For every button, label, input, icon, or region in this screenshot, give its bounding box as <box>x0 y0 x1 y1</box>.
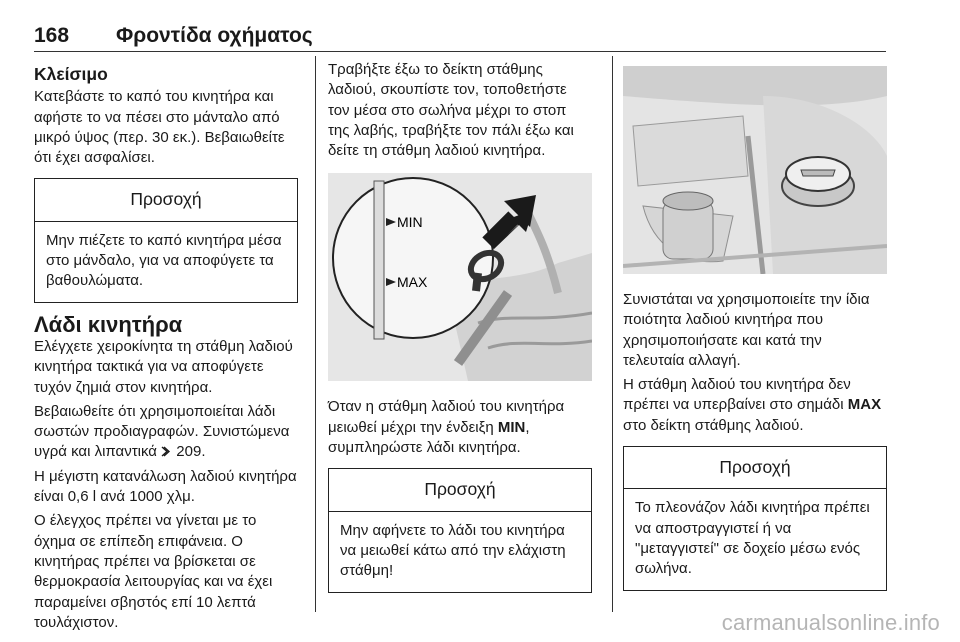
oil-paragraph-1: Ελέγχετε χειροκίνητα τη στάθμη λαδιού κινητήρα τακτικά για να αποφύγετε τυχόν ζημιά στον κινητήρα. <box>34 337 293 396</box>
caution-text: Το πλεονάζον λάδι κινητήρα πρέπει να αποστραγγιστεί ή να "μεταγγιστεί" σε δοχείο μέσω ενός σωλήνα. <box>635 499 870 578</box>
min-mark-label: MIN <box>397 214 423 231</box>
caution-text: Μην αφήνετε το λάδι του κινητήρα να μειωθεί κάτω από την ελάχιστη στάθμη! <box>340 521 566 580</box>
closing-heading: Κλείσιμο <box>34 64 108 84</box>
caution-title: Προσοχή <box>624 447 886 489</box>
oil-paragraph-2-text: Βεβαιωθείτε ότι χρησιμοποιείται λάδι σωστών προδιαγραφών. Συνιστώμενα υγρά και λιπαντικά <box>34 402 290 461</box>
column-divider-1 <box>315 56 316 612</box>
dipstick-illustration <box>328 173 592 381</box>
refill-instruction <box>328 397 592 458</box>
max-note-pre: Η στάθμη λαδιού του κινητήρα δεν πρέπει να υπερβαίνει στο σημάδι <box>623 376 851 414</box>
caution-box-3 <box>623 446 887 590</box>
refill-text-pre: Όταν η στάθμη λαδιού του κινητήρα μειωθεί μέχρι την ένδειξη <box>328 398 565 436</box>
oil-filler-cap-illustration <box>623 66 887 274</box>
dipstick-figure <box>328 173 592 381</box>
caution-title: Προσοχή <box>329 469 591 511</box>
watermark: carmanualsonline.info <box>721 610 940 635</box>
refill-min-mark: MIN <box>497 418 526 436</box>
column-3 <box>623 60 887 599</box>
page-ref-arrow-icon <box>161 443 172 460</box>
max-note-post: στο δείκτη στάθμης λαδιού. <box>623 416 804 434</box>
max-mark-label: MAX <box>397 274 428 291</box>
column-divider-2 <box>612 56 613 612</box>
column-1 <box>34 60 298 637</box>
oil-heading: Λάδι κινητήρα <box>34 311 183 337</box>
oil-quality-note: Συνιστάται να χρησιμοποιείτε την ίδια ποιότητα λαδιού κινητήρα που χρησιμοποιήσατε και κατά την τελευταία αλλαγή. <box>623 291 870 369</box>
refill-text-post: , συμπληρώστε λάδι κινητήρα. <box>328 418 530 457</box>
caution-title: Προσοχή <box>35 179 297 221</box>
max-note-mark: MAX <box>847 396 882 414</box>
page-ref-link[interactable]: 209. <box>176 443 206 461</box>
page-header <box>34 22 886 52</box>
caution-text: Μην πιέζετε το καπό κινητήρα μέσα στο μάνδαλο, για να αποφύγετε τα βαθουλώματα. <box>46 231 282 290</box>
closing-text: Κατεβάστε το καπό του κινητήρα και αφήστε το να πέσει στο μάνταλο από μικρό ύψος (περ. 30 εκ.). Βεβαιωθείτε ότι έχει ασφαλίσει. <box>34 88 285 167</box>
caution-box-1 <box>34 178 298 302</box>
oil-cap-figure <box>623 66 887 274</box>
dipstick-instructions: Τραβήξτε έξω το δείκτη στάθμης λαδιού, σκουπίστε τον, τοποθετήστε τον μέσα στο σωλήνα μέχρι το στοπ της λαβής, τραβήξτε τον πάλι έξω και δείτε τη στάθμη λαδιού κινητήρα. <box>328 61 574 160</box>
oil-paragraph-2 <box>34 402 298 463</box>
oil-paragraph-3: Η μέγιστη κατανάλωση λαδιού κινητήρα είναι 0,6 l ανά 1000 χλμ. <box>34 467 297 506</box>
page-number: 168 <box>34 24 70 47</box>
caution-box-2 <box>328 468 592 592</box>
column-2 <box>328 60 592 601</box>
header-divider <box>34 51 886 52</box>
max-level-note <box>623 375 887 436</box>
page-title: Φροντίδα οχήματος <box>116 24 313 47</box>
oil-paragraph-4: Ο έλεγχος πρέπει να γίνεται με το όχημα σε επίπεδη επιφάνεια. Ο κινητήρας πρέπει να βρίσκεται σε θερμοκρασία λειτουργίας και να έχει παραμείνει σβηστός επί 10 λεπτά τουλάχιστον. <box>34 512 273 631</box>
